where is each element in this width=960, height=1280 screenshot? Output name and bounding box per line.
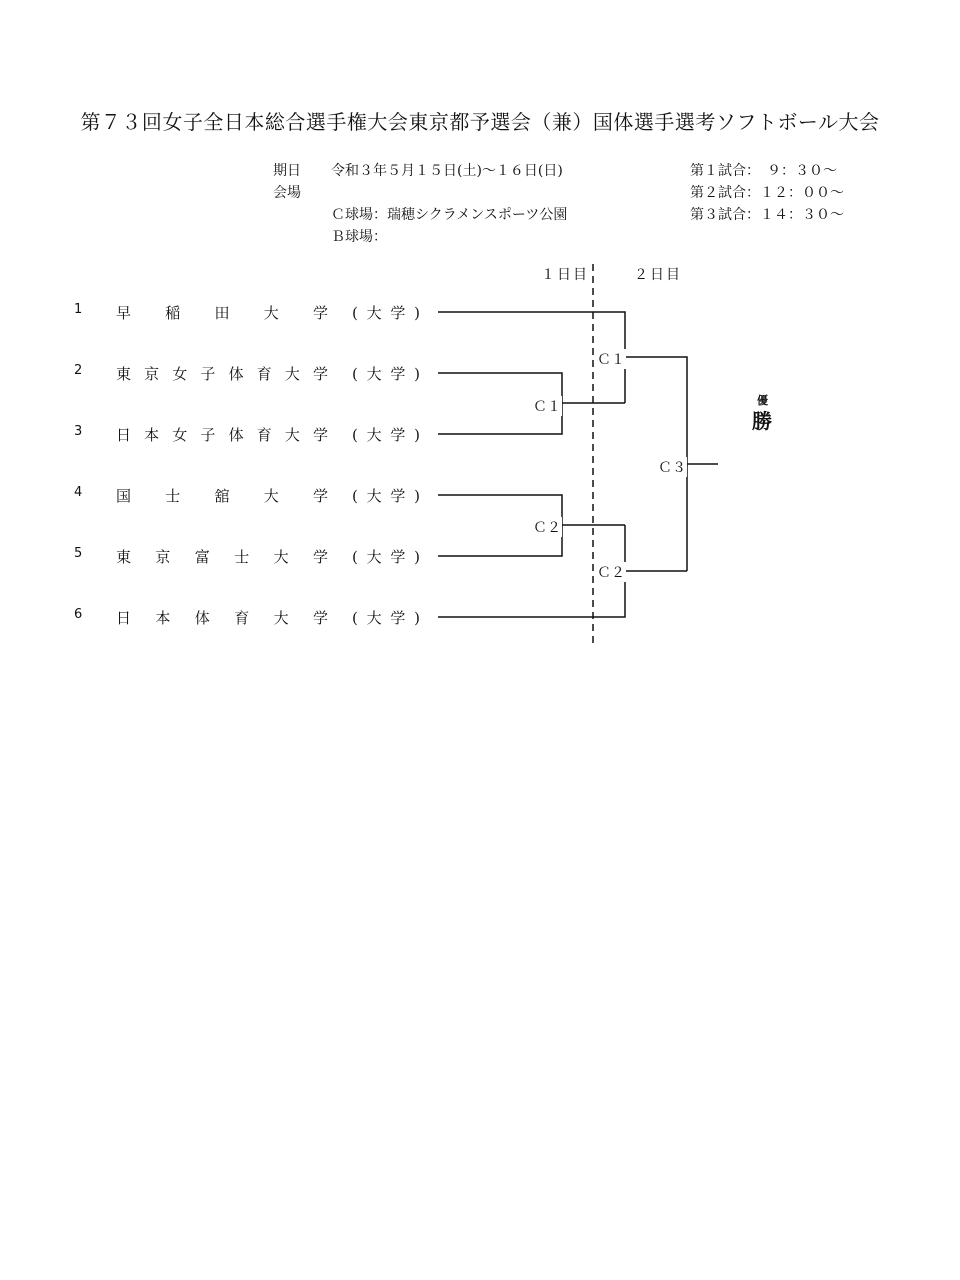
team-name: 国士舘大学: [116, 487, 328, 505]
match-label-c1-round1: Ｃ１: [532, 396, 562, 416]
team-name: 東京富士大学: [116, 548, 328, 566]
day-1-label: １日目: [541, 267, 589, 283]
venue-c: Ｃ球場：瑞穂シクラメンスポーツ公園: [331, 207, 568, 223]
schedule-game-1: 第１試合： ９：３０～: [690, 163, 837, 179]
champion-char-1: 優: [757, 394, 768, 407]
schedule-game-2: 第２試合：１２：００～: [690, 185, 844, 201]
team-seed: 3: [74, 424, 83, 439]
team-category: (大学): [352, 548, 420, 566]
date-label: 期日: [273, 163, 301, 179]
page-title: 第７３回女子全日本総合選手権大会東京都予選会（兼）国体選手選考ソフトボール大会: [80, 110, 880, 134]
team-category: (大学): [352, 609, 420, 627]
team-seed: 1: [74, 302, 83, 317]
date-value: 令和３年５月１５日(土)～１６日(日): [331, 163, 563, 179]
match-label-c2-round1: Ｃ２: [532, 517, 562, 537]
match-label-c2-round2: Ｃ２: [596, 562, 626, 582]
team-name: 早稲田大学: [116, 304, 328, 322]
team-category: (大学): [352, 304, 420, 322]
team-category: (大学): [352, 426, 420, 444]
team-category: (大学): [352, 487, 420, 505]
venue-b: Ｂ球場：: [331, 229, 387, 245]
schedule-game-3: 第３試合：１４：３０～: [690, 207, 844, 223]
team-seed: 4: [74, 485, 83, 500]
match-label-c1-round2: Ｃ１: [596, 349, 626, 369]
team-name: 東京女子体育大学: [116, 365, 328, 383]
team-seed: 2: [74, 363, 83, 378]
day-2-label: ２日目: [634, 267, 682, 283]
team-name: 日本女子体育大学: [116, 426, 328, 444]
team-category: (大学): [352, 365, 420, 383]
team-name: 日本体育大学: [116, 609, 328, 627]
venue-label: 会場: [273, 185, 301, 201]
match-label-c3-final: Ｃ３: [657, 457, 687, 477]
champion-char-2: 勝: [752, 409, 772, 433]
team-seed: 5: [74, 546, 83, 561]
team-seed: 6: [74, 607, 83, 622]
